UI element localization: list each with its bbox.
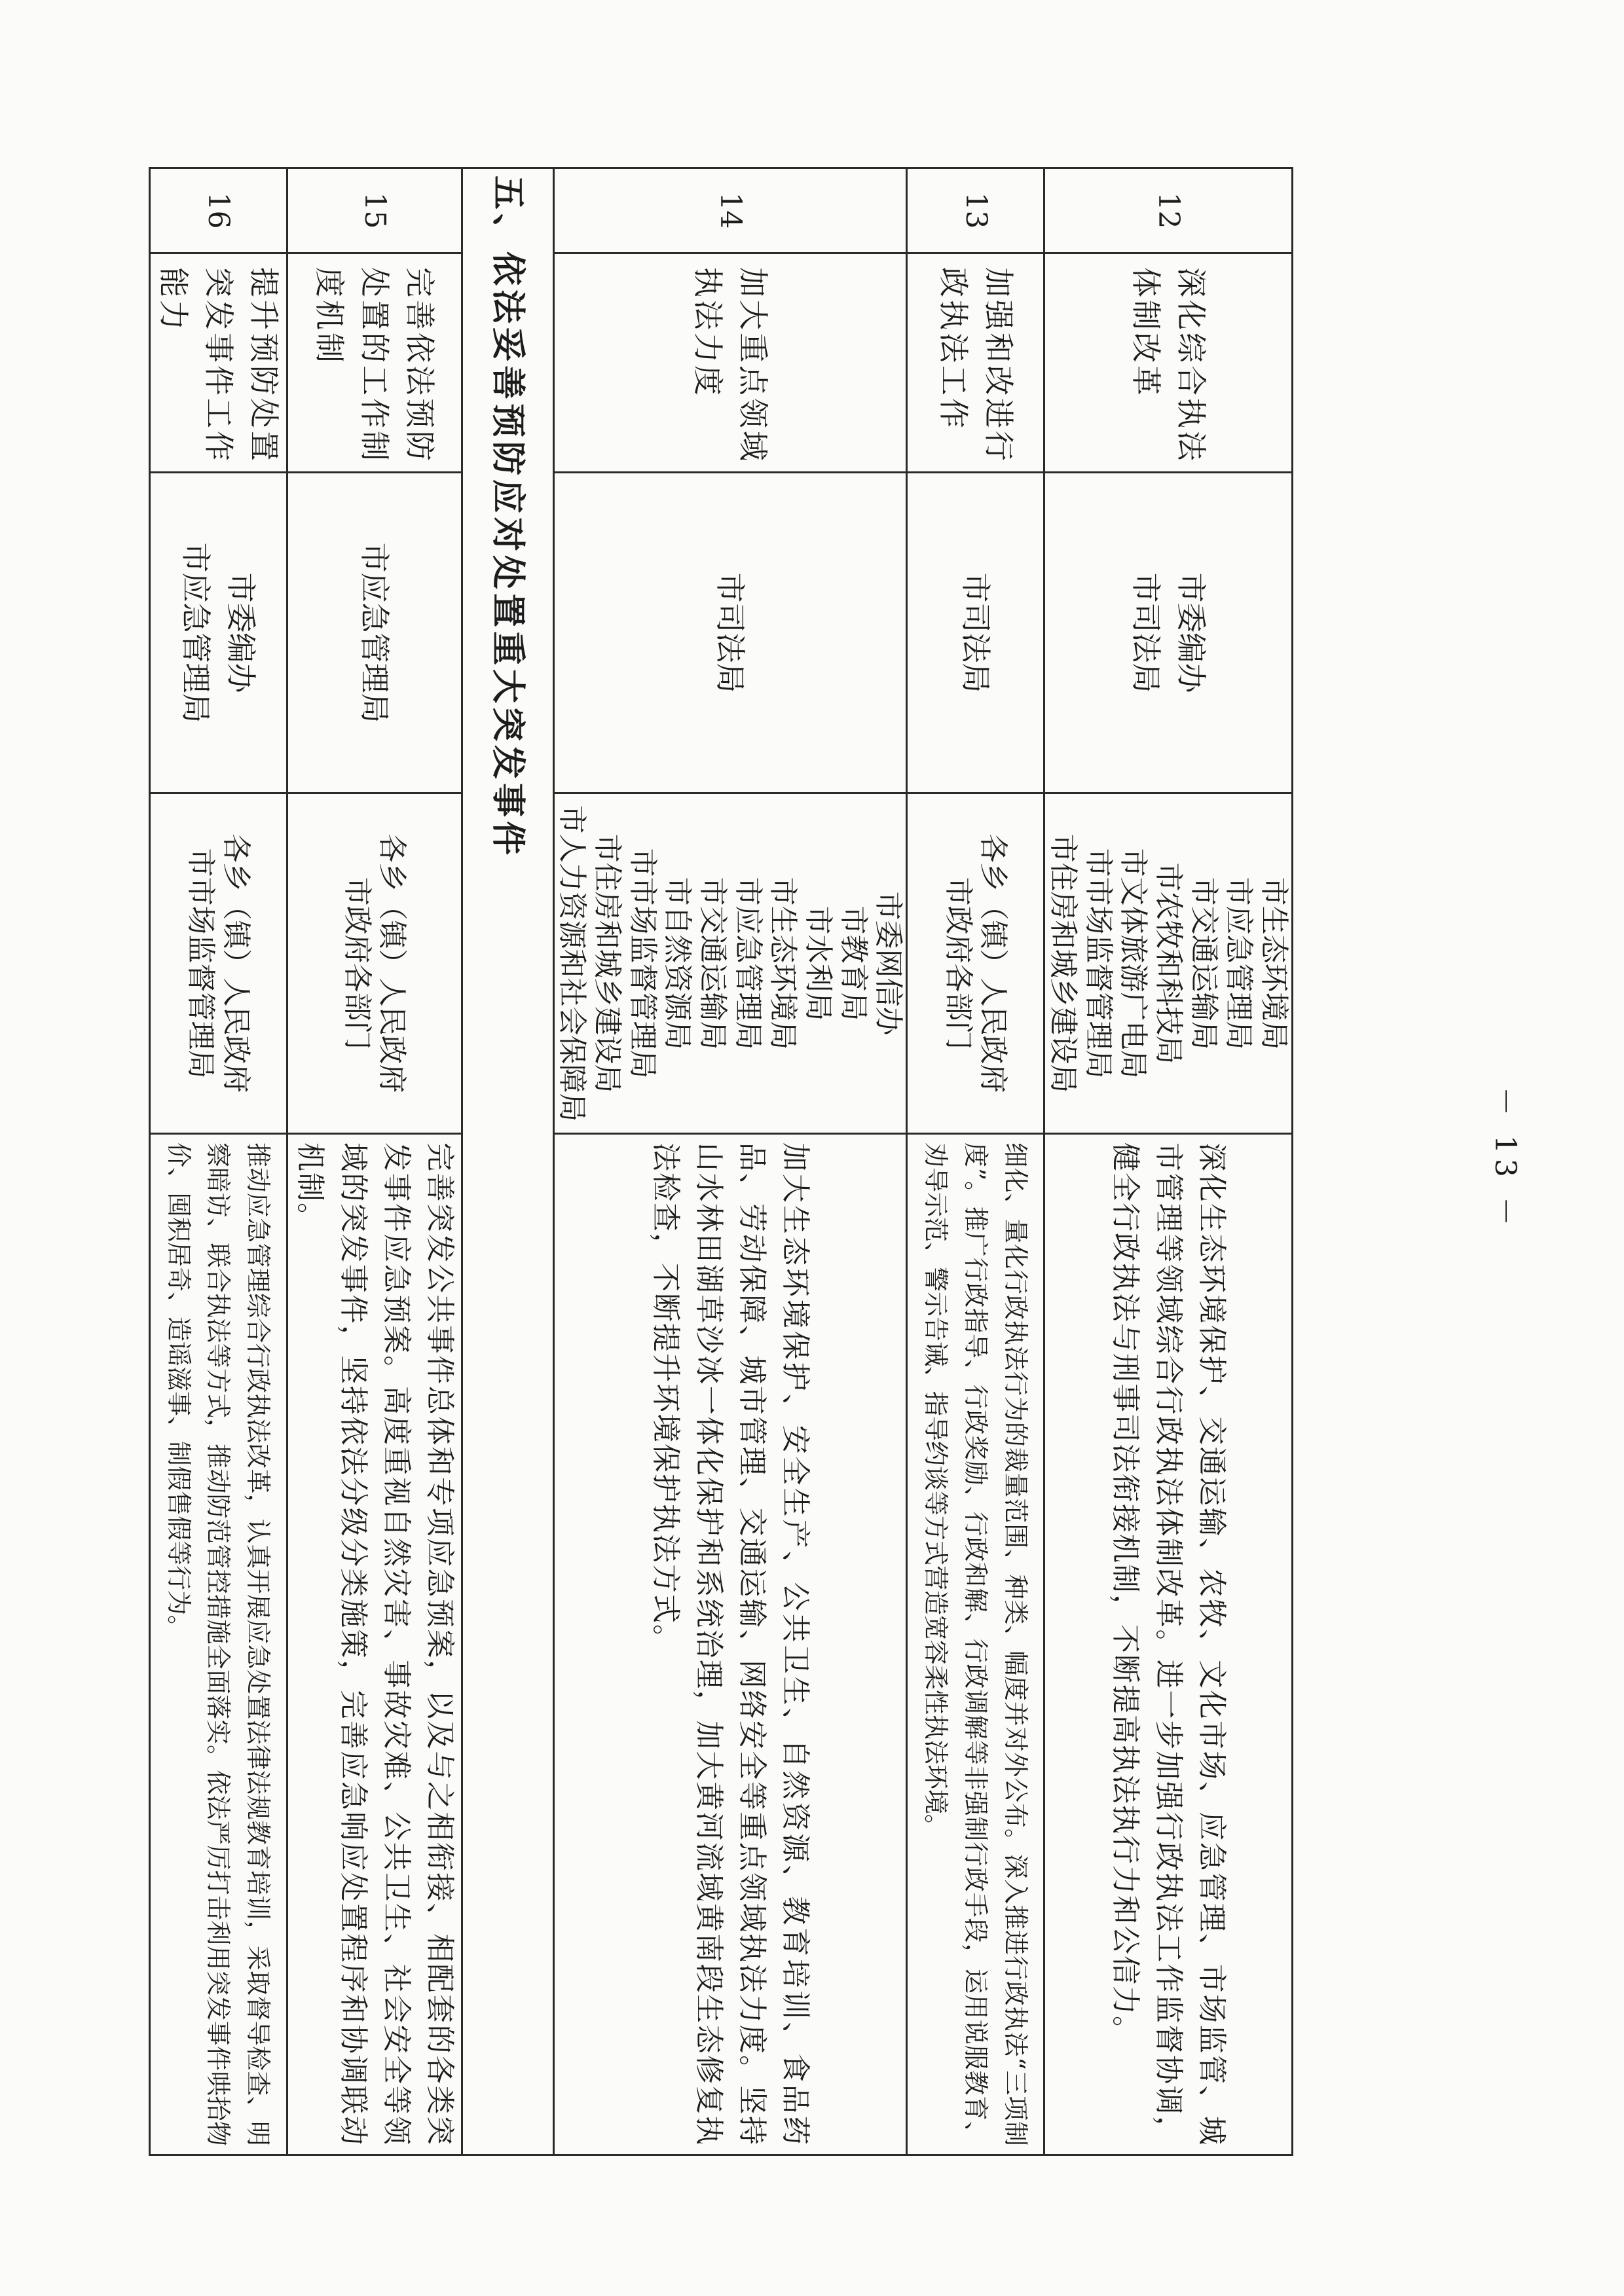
row-number: 13 [907, 168, 1044, 253]
work-plan-table [149, 167, 1293, 2156]
lead-unit-cell [907, 473, 1044, 793]
responsible-unit: 市住房和城乡建设局 [590, 833, 624, 1093]
task-name: 完善依法预防处置的工作制度机制 [287, 253, 462, 473]
responsible-unit: 市应急管理局 [1222, 877, 1256, 1050]
measures-text: 加大生态环境保护、安全生产、公共卫生、自然资源、教育培训、食品药品、劳动保障、城市管理、交通运输、网络安全等重点领域执法力度。坚持山水林田湖草沙冰一体化保护和系统治理，加大黄河流域黄南段生态修复执法检查，不断提升环境保护执法方式。 [553, 1134, 907, 2155]
measures-text: 深化生态环境保护、交通运输、农牧、文化市场、应急管理、市场监管、城市管理等领域综合行政执法体制改革。进一步加强行政执法工作监督协调，健全行政执法与刑事司法衔接机制，不断提高执法执行力和公信力。 [1044, 1134, 1293, 2155]
table-row [553, 168, 907, 2155]
lead-unit: 市委编办 [1173, 572, 1209, 693]
lead-unit: 市司法局 [958, 572, 994, 693]
table-row [287, 168, 462, 2155]
measures-text: 推动应急管理综合行政执法改革，认真开展应急处置法律法规教育培训，采取督导检查、明察暗访、联合执法等方式，推动防范管控措施全面落实。依法严厉打击利用突发事件哄抬物价、囤积居奇、造谣滋事、制假售假等行为。 [149, 1134, 287, 2155]
responsible-unit: 各乡（镇）人民政府 [976, 833, 1010, 1093]
task-name: 提升预防处置突发事件工作能力 [149, 253, 287, 473]
responsible-unit: 市农牧和科技局 [1151, 862, 1185, 1065]
responsible-unit: 市水利局 [801, 905, 835, 1021]
table-row [907, 168, 1044, 2155]
row-number: 14 [553, 168, 907, 253]
responsible-unit: 市委网信办 [872, 891, 906, 1036]
task-name: 深化综合执法体制改革 [1044, 253, 1293, 473]
responsible-unit: 市市场监督管理局 [1081, 848, 1115, 1079]
lead-unit-cell [149, 473, 287, 793]
lead-unit: 市司法局 [712, 572, 748, 693]
responsible-unit: 各乡（镇）人民政府 [375, 833, 409, 1093]
responsible-unit: 市文体旅游广电局 [1116, 848, 1151, 1079]
responsible-unit-cell [907, 793, 1044, 1134]
responsible-unit-cell [149, 793, 287, 1134]
measures-text: 细化、量化行政执法行为的裁量范围、种类、幅度并对外公布。深入推进行政执法“三项制度”。推广行政指导、行政奖励、行政和解、行政调解等非强制行政手段，运用说服教育、劝导示范、警示告诫、指导约谈等方式营造宽容柔性执法环境。 [907, 1134, 1044, 2155]
measures-text: 完善突发公共事件总体和专项应急预案，以及与之相衔接、相配套的各类突发事件应急预案。高度重视自然灾害、事故灾难、公共卫生、社会安全等领域的突发事件，坚持依法分级分类施策，完善应急响应处置程序和协调联动机制。 [287, 1134, 462, 2155]
lead-unit: 市应急管理局 [178, 542, 214, 723]
lead-unit: 市应急管理局 [357, 542, 393, 723]
responsible-unit: 市生态环境局 [766, 877, 800, 1050]
responsible-unit: 市市场监督管理局 [625, 848, 659, 1079]
responsible-unit-cell [1044, 793, 1293, 1134]
row-number: 16 [149, 168, 287, 253]
responsible-unit: 各乡（镇）人民政府 [219, 833, 253, 1093]
row-number: 12 [1044, 168, 1293, 253]
responsible-unit: 市交通运输局 [1187, 877, 1221, 1050]
responsible-unit: 市政府各部门 [340, 877, 374, 1050]
section-heading: 五、依法妥善预防应对处置重大突发事件 [462, 168, 553, 2155]
responsible-unit: 市自然资源局 [661, 877, 695, 1050]
lead-unit: 市委编办 [223, 572, 259, 693]
responsible-unit: 市政府各部门 [941, 877, 975, 1050]
lead-unit-cell [287, 473, 462, 793]
task-name: 加强和改进行政执法工作 [907, 253, 1044, 473]
responsible-unit-cell [287, 793, 462, 1134]
table-row [1044, 168, 1293, 2155]
responsible-unit-cell [553, 793, 907, 1134]
responsible-unit: 市市场监督管理局 [184, 848, 218, 1079]
section-row [462, 168, 553, 2155]
lead-unit-cell [553, 473, 907, 793]
responsible-unit: 市人力资源和社会保障局 [555, 805, 589, 1122]
responsible-unit: 市住房和城乡建设局 [1046, 833, 1080, 1093]
responsible-unit: 市教育局 [836, 905, 870, 1021]
page-number: － 13 － [1488, 1087, 1522, 1231]
table-row [149, 168, 287, 2155]
lead-unit: 市司法局 [1128, 572, 1164, 693]
row-number: 15 [287, 168, 462, 253]
responsible-unit: 市生态环境局 [1257, 877, 1291, 1050]
responsible-unit: 市应急管理局 [731, 877, 765, 1050]
rotated-table-container [155, 167, 1293, 2154]
responsible-unit: 市交通运输局 [695, 877, 729, 1050]
lead-unit-cell [1044, 473, 1293, 793]
task-name: 加大重点领域执法力度 [553, 253, 907, 473]
